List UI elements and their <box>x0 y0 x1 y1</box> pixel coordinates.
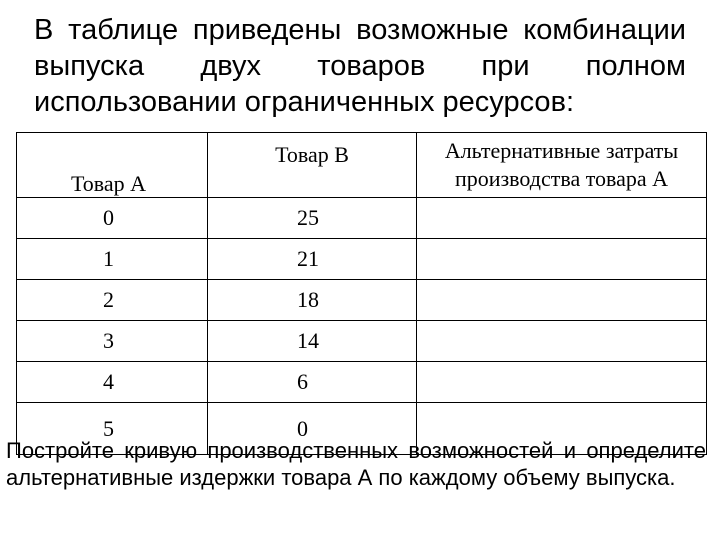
cell-good-a: 3 <box>17 321 208 362</box>
table-row <box>17 198 707 239</box>
task-instructions-text: Постройте кривую производственных возможностей и определите альтернативные издержки товара А по каждому объему выпуска. <box>6 438 706 490</box>
cell-opportunity-cost <box>417 280 707 321</box>
cell-opportunity-cost <box>417 198 707 239</box>
production-possibilities-table <box>16 132 707 455</box>
cell-opportunity-cost <box>417 321 707 362</box>
cell-good-b: 6 <box>208 362 417 403</box>
table-row <box>17 362 707 403</box>
table-header-row <box>17 133 707 198</box>
cell-opportunity-cost <box>417 362 707 403</box>
table-row <box>17 280 707 321</box>
cell-good-a: 1 <box>17 239 208 280</box>
cell-good-b: 21 <box>208 239 417 280</box>
cell-opportunity-cost <box>417 239 707 280</box>
header-good-b-label: Товар В <box>275 142 349 167</box>
cell-good-b: 18 <box>208 280 417 321</box>
cell-good-b: 0 <box>208 403 417 455</box>
cell-good-b: 14 <box>208 321 417 362</box>
header-opportunity-cost <box>417 133 707 198</box>
cell-good-a: 2 <box>17 280 208 321</box>
header-opportunity-cost-line1: Альтернативные затраты <box>444 138 679 163</box>
cell-good-a: 0 <box>17 198 208 239</box>
header-good-a-label: Товар А <box>71 171 147 196</box>
task-intro-text: В таблице приведены возможные комбинации выпуска двух товаров при полном использовании ограниченных ресурсов: <box>34 14 686 118</box>
cell-good-b: 25 <box>208 198 417 239</box>
table-row <box>17 239 707 280</box>
header-good-b <box>208 133 417 198</box>
header-opportunity-cost-line2: производства товара А <box>454 166 669 191</box>
cell-good-a: 5 <box>17 403 208 455</box>
cell-good-a: 4 <box>17 362 208 403</box>
table-row <box>17 321 707 362</box>
header-good-a <box>17 133 208 198</box>
